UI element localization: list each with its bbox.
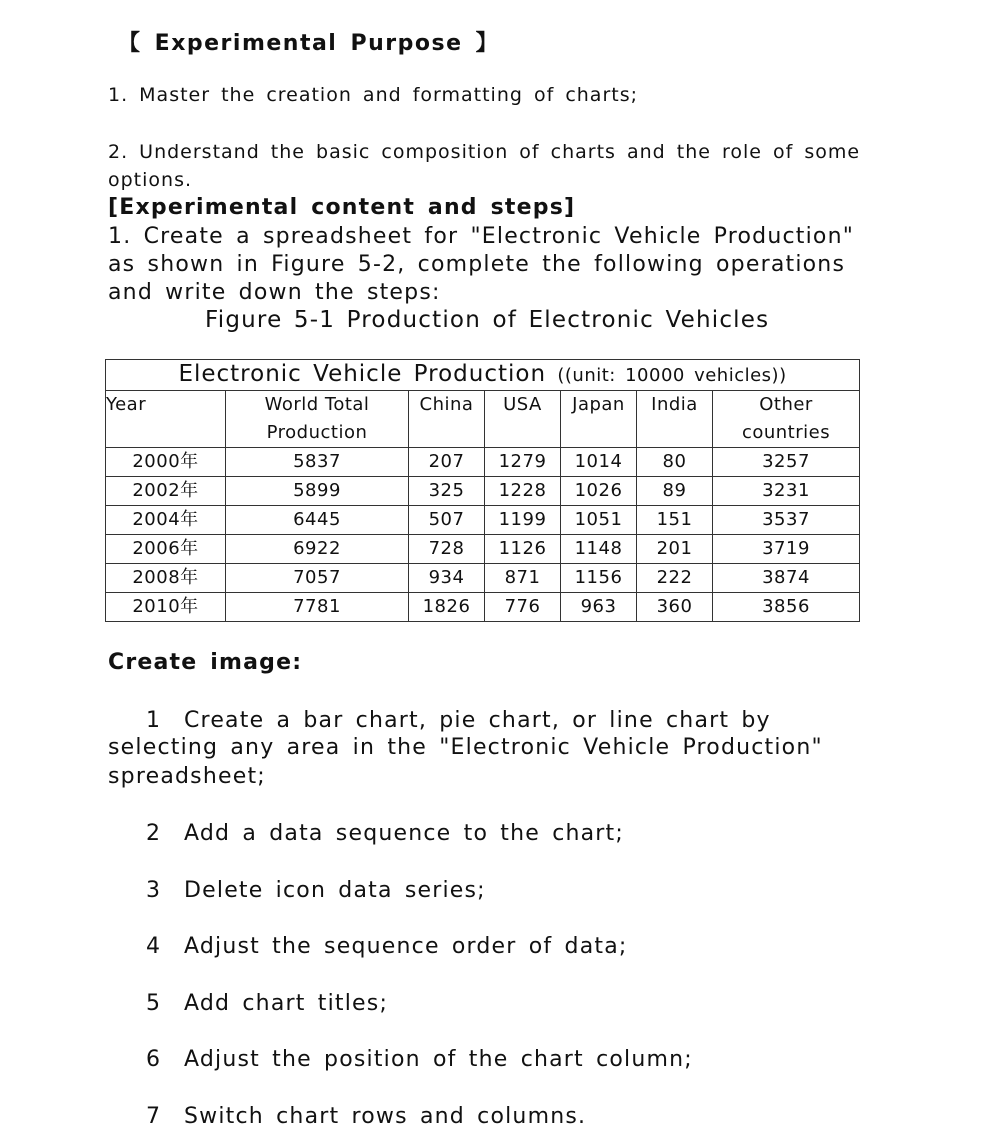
- cell-world: 7781: [226, 593, 409, 622]
- header-year: Year: [106, 391, 226, 448]
- header-china: China: [409, 391, 485, 448]
- step-number: 3: [146, 878, 162, 903]
- step-2: [146, 821, 624, 846]
- cell-china: 207: [409, 448, 485, 477]
- cell-other: 3231: [713, 477, 860, 506]
- cell-other: 3257: [713, 448, 860, 477]
- cell-year: 2006年: [106, 535, 226, 564]
- cell-other: 3719: [713, 535, 860, 564]
- cell-japan: 1148: [561, 535, 637, 564]
- cell-other: 3856: [713, 593, 860, 622]
- cell-world: 5899: [226, 477, 409, 506]
- table-row: [106, 564, 860, 593]
- header-world-line2: Production: [266, 422, 368, 443]
- cell-japan: 1051: [561, 506, 637, 535]
- cell-china: 934: [409, 564, 485, 593]
- table-row: [106, 448, 860, 477]
- header-world: [226, 391, 409, 448]
- step-number: 6: [146, 1047, 162, 1072]
- step-6: [146, 1047, 693, 1072]
- step-1: [146, 708, 771, 733]
- content-line-2: as shown in Figure 5-2, complete the following operations: [108, 252, 846, 277]
- step-5: [146, 991, 388, 1016]
- content-line-3: and write down the steps:: [108, 280, 441, 305]
- step-number: 5: [146, 991, 162, 1016]
- step-text: Adjust the sequence order of data;: [184, 934, 628, 959]
- cell-china: 1826: [409, 593, 485, 622]
- purpose-item-1: 1. Master the creation and formatting of charts;: [108, 84, 639, 106]
- cell-usa: 776: [485, 593, 561, 622]
- cell-india: 89: [637, 477, 713, 506]
- table-title: [106, 360, 860, 391]
- header-other-line1: Other: [759, 394, 813, 415]
- cell-world: 6922: [226, 535, 409, 564]
- cell-year: 2002年: [106, 477, 226, 506]
- cell-world: 6445: [226, 506, 409, 535]
- purpose-heading: 【 Experimental Purpose 】: [118, 31, 500, 56]
- cell-india: 222: [637, 564, 713, 593]
- cell-china: 728: [409, 535, 485, 564]
- step-number: 2: [146, 821, 162, 846]
- table-header-row: [106, 391, 860, 448]
- cell-world: 5837: [226, 448, 409, 477]
- cell-india: 201: [637, 535, 713, 564]
- table-title-text: Electronic Vehicle Production: [178, 361, 547, 387]
- cell-year: 2008年: [106, 564, 226, 593]
- content-line-1: 1. Create a spreadsheet for "Electronic Vehicle Production": [108, 224, 855, 249]
- cell-usa: 871: [485, 564, 561, 593]
- cell-india: 80: [637, 448, 713, 477]
- step-text: Create a bar chart, pie chart, or line chart by: [184, 708, 771, 733]
- step-text: Delete icon data series;: [184, 878, 486, 903]
- step-4: [146, 934, 628, 959]
- step-text: Add a data sequence to the chart;: [184, 821, 624, 846]
- cell-china: 507: [409, 506, 485, 535]
- cell-india: 151: [637, 506, 713, 535]
- cell-japan: 1014: [561, 448, 637, 477]
- table-row: [106, 593, 860, 622]
- step-3: [146, 878, 486, 903]
- figure-caption: Figure 5-1 Production of Electronic Vehicles: [205, 307, 770, 333]
- table-row: [106, 506, 860, 535]
- header-usa: USA: [485, 391, 561, 448]
- cell-japan: 1156: [561, 564, 637, 593]
- table-title-row: [106, 360, 860, 391]
- create-image-heading: Create image:: [108, 650, 303, 675]
- cell-usa: 1279: [485, 448, 561, 477]
- step-number: 4: [146, 934, 162, 959]
- content-heading: [Experimental content and steps]: [108, 195, 576, 220]
- cell-japan: 1026: [561, 477, 637, 506]
- step-number: 1: [146, 708, 162, 733]
- step-text: Switch chart rows and columns.: [184, 1104, 587, 1129]
- header-japan: Japan: [561, 391, 637, 448]
- cell-japan: 963: [561, 593, 637, 622]
- table-row: [106, 535, 860, 564]
- cell-year: 2010年: [106, 593, 226, 622]
- cell-other: 3537: [713, 506, 860, 535]
- cell-usa: 1199: [485, 506, 561, 535]
- purpose-item-2: 2. Understand the basic composition of charts and the role of some: [108, 141, 861, 163]
- header-other-line2: countries: [741, 422, 831, 443]
- purpose-item-2-cont: options.: [108, 169, 193, 191]
- cell-year: 2000年: [106, 448, 226, 477]
- header-india: India: [637, 391, 713, 448]
- cell-other: 3874: [713, 564, 860, 593]
- cell-china: 325: [409, 477, 485, 506]
- step-text: Adjust the position of the chart column;: [184, 1047, 693, 1072]
- table-unit: ((unit: 10000 vehicles)): [557, 365, 787, 386]
- header-other: [713, 391, 860, 448]
- header-world-line1: World Total: [264, 394, 370, 415]
- production-table: [105, 359, 860, 622]
- step-7: [146, 1104, 586, 1129]
- step-1-cont-1: selecting any area in the "Electronic Vehicle Production": [108, 735, 823, 760]
- step-text: Add chart titles;: [184, 991, 389, 1016]
- cell-world: 7057: [226, 564, 409, 593]
- step-1-cont-2: spreadsheet;: [108, 764, 266, 789]
- cell-india: 360: [637, 593, 713, 622]
- table-row: [106, 477, 860, 506]
- cell-year: 2004年: [106, 506, 226, 535]
- cell-usa: 1228: [485, 477, 561, 506]
- step-number: 7: [146, 1104, 162, 1129]
- cell-usa: 1126: [485, 535, 561, 564]
